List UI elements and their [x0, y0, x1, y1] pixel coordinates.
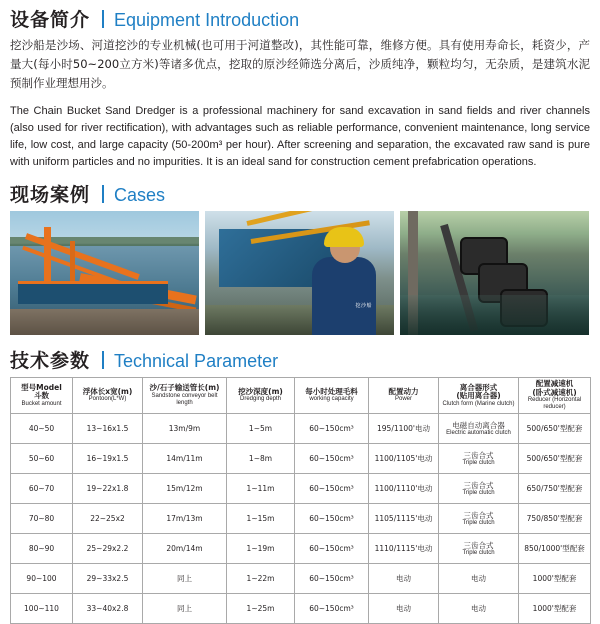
heading-divider-bar	[102, 351, 104, 369]
table-cell	[439, 474, 519, 504]
column-header-working-capacity	[295, 378, 369, 414]
table-row	[11, 474, 591, 504]
technical-parameter-table	[10, 377, 591, 624]
intro-paragraph-en: The Chain Bucket Sand Dredger is a professional machinery for sand excavation in sand fields and river channels (also used for river rectification), with advantages such as reliable performance, convenient maintenance, long service life, low cost, and large capacity (50-200m³ per hour). After screening and separation, the excavated raw sand is pure with uniform particles and no impurities. It is an ideal sand for construction cement prefabrication operations.	[10, 104, 590, 169]
column-header-text: 配置动力	[388, 386, 419, 396]
table-cell: 22~25x2	[73, 504, 143, 534]
table-cell: 60~150cm³	[295, 594, 369, 624]
table-row	[11, 414, 591, 444]
column-header-conveyor-length	[143, 378, 227, 414]
column-header-en: Reducer (Horizontal reducer)	[527, 397, 582, 411]
cell-line-en: Triple clutch	[462, 459, 495, 466]
table-cell: 1~5m	[227, 414, 295, 444]
table-cell: 60~150cm³	[295, 474, 369, 504]
uniform-print: 挖沙船	[355, 303, 372, 310]
column-header-subtext: 斗数	[34, 391, 49, 401]
heading-divider-bar	[102, 185, 104, 203]
table-cell: 33~40x2.8	[73, 594, 143, 624]
table-cell: 1~19m	[227, 534, 295, 564]
section-heading-intro	[10, 8, 590, 30]
table-cell: 80~90	[11, 534, 73, 564]
table-cell: 100~110	[11, 594, 73, 624]
table-cell: 60~150cm³	[295, 504, 369, 534]
column-header-en: Pontoon(L*W)	[88, 396, 127, 403]
pontoon-hull	[18, 281, 168, 304]
table-cell	[439, 414, 519, 444]
table-cell: 1~8m	[227, 444, 295, 474]
table-cell: 90~100	[11, 564, 73, 594]
cell-line-cn: 三齿合式	[463, 540, 494, 550]
table-cell: 15m/12m	[143, 474, 227, 504]
table-cell: 1000'型配套	[519, 564, 591, 594]
column-header-model	[11, 378, 73, 414]
table-cell: 60~70	[11, 474, 73, 504]
column-header-en: Bucket amount	[21, 400, 62, 407]
column-header-text: 型号Model	[21, 382, 62, 392]
table-cell: 1105/1115'电动	[369, 504, 439, 534]
column-header-text: 挖沙深度(m)	[238, 386, 283, 396]
table-cell: 1~15m	[227, 504, 295, 534]
table-cell: 同上	[143, 594, 227, 624]
column-header-reducer	[519, 378, 591, 414]
column-header-dredging-depth	[227, 378, 295, 414]
section-heading-cases-en: Cases	[114, 185, 166, 206]
table-cell	[439, 534, 519, 564]
column-header-en: Dredging depth	[239, 396, 282, 403]
column-header-text: 离合器形式	[459, 382, 498, 392]
table-cell: 13m/9m	[143, 414, 227, 444]
table-header-row	[11, 378, 591, 414]
table-cell: 750/850'型配套	[519, 504, 591, 534]
table-cell: 650/750'型配套	[519, 474, 591, 504]
table-cell: 60~150cm³	[295, 564, 369, 594]
heading-divider-bar	[102, 10, 104, 28]
water-surface	[400, 295, 589, 335]
table-cell: 1100/1110'电动	[369, 474, 439, 504]
column-header-text: 浮体长x宽(m)	[82, 386, 133, 396]
table-cell: 1110/1115'电动	[369, 534, 439, 564]
worker-torso	[312, 257, 376, 335]
table-cell: 60~150cm³	[295, 444, 369, 474]
table-cell: 1100/1105'电动	[369, 444, 439, 474]
cases-photo-row	[10, 211, 590, 335]
section-heading-param-en: Technical Parameter	[114, 351, 279, 372]
section-heading-cases-cn: 现场案例	[10, 184, 91, 207]
hard-hat-icon	[324, 227, 364, 247]
table-cell: 1~22m	[227, 564, 295, 594]
cell-line-cn: 电磁自动离合器	[452, 420, 505, 430]
column-header-en: working capacity	[309, 396, 354, 403]
column-header-power	[369, 378, 439, 414]
table-row	[11, 534, 591, 564]
cell-line-en: Triple clutch	[462, 549, 495, 556]
table-cell: 70~80	[11, 504, 73, 534]
section-heading-param-cn: 技术参数	[10, 350, 91, 373]
column-header-clutch	[439, 378, 519, 414]
cell-line-en: Triple clutch	[462, 489, 495, 496]
table-cell: 500/650'型配套	[519, 444, 591, 474]
table-body	[11, 414, 591, 624]
table-cell: 20m/14m	[143, 534, 227, 564]
table-cell: 电动	[439, 564, 519, 594]
table-cell: 16~19x1.5	[73, 444, 143, 474]
table-cell: 500/650'型配套	[519, 414, 591, 444]
table-cell	[439, 444, 519, 474]
column-header-subtext: (贴用离合器)	[456, 391, 501, 401]
cell-line-cn: 三齿合式	[463, 480, 494, 490]
table-cell: 60~150cm³	[295, 414, 369, 444]
section-heading-intro-cn: 设备简介	[10, 9, 91, 31]
table-cell: 14m/11m	[143, 444, 227, 474]
mast	[44, 227, 51, 283]
table-cell: 1~11m	[227, 474, 295, 504]
column-header-subtext: (卧式减速机)	[532, 387, 577, 397]
river-bank	[10, 309, 199, 335]
column-header-en: Power	[394, 396, 412, 403]
table-cell: 电动	[439, 594, 519, 624]
section-heading-param	[10, 349, 590, 371]
table-cell: 40~50	[11, 414, 73, 444]
table-row	[11, 564, 591, 594]
section-heading-cases	[10, 183, 590, 205]
cell-line-en: Triple clutch	[462, 519, 495, 526]
cell-line-en: Electric automatic clutch	[446, 429, 511, 436]
table-row	[11, 594, 591, 624]
table-cell: 13~16x1.5	[73, 414, 143, 444]
column-header-text: 配置减速机	[535, 379, 574, 389]
column-header-text: 沙/石子输送管长(m)	[149, 383, 220, 393]
table-cell: 29~33x2.5	[73, 564, 143, 594]
table-cell: 50~60	[11, 444, 73, 474]
column-header-en: Sandstone conveyor belt length	[151, 393, 218, 406]
table-cell: 850/1000'型配套	[519, 534, 591, 564]
table-cell: 25~29x2.2	[73, 534, 143, 564]
photo-bucket-chain-closeup	[400, 211, 589, 335]
table-cell: 电动	[369, 594, 439, 624]
photo-worker-at-dredger	[205, 211, 394, 335]
intro-paragraph-cn: 挖沙船是沙场、河道挖沙的专业机械(也可用于河道整改)，其性能可靠，维修方便。具有使用寿命长，耗资少，产量大(每小时50~200立方米)等诸多优点，挖取的原沙经筛选分离后，沙质纯净，颗粒均匀，无杂质，是建筑水泥预制作业理想用沙。	[10, 38, 590, 90]
column-header-en: Clutch form (Marine clutch)	[442, 400, 515, 407]
table-cell: 17m/13m	[143, 504, 227, 534]
table-row	[11, 504, 591, 534]
table-cell: 19~22x1.8	[73, 474, 143, 504]
table-cell: 同上	[143, 564, 227, 594]
section-heading-intro-en: Equipment Introduction	[114, 10, 300, 30]
table-cell: 195/1100'电动	[369, 414, 439, 444]
table-cell: 1000'型配套	[519, 594, 591, 624]
table-cell: 1~25m	[227, 594, 295, 624]
photo-dredger-on-river	[10, 211, 199, 335]
cell-line-cn: 三齿合式	[463, 450, 494, 460]
table-cell: 电动	[369, 564, 439, 594]
column-header-pontoon	[73, 378, 143, 414]
column-header-text: 每小时处理毛料	[305, 386, 358, 396]
cell-line-cn: 三齿合式	[463, 510, 494, 520]
table-row	[11, 444, 591, 474]
table-cell: 60~150cm³	[295, 534, 369, 564]
table-cell	[439, 504, 519, 534]
